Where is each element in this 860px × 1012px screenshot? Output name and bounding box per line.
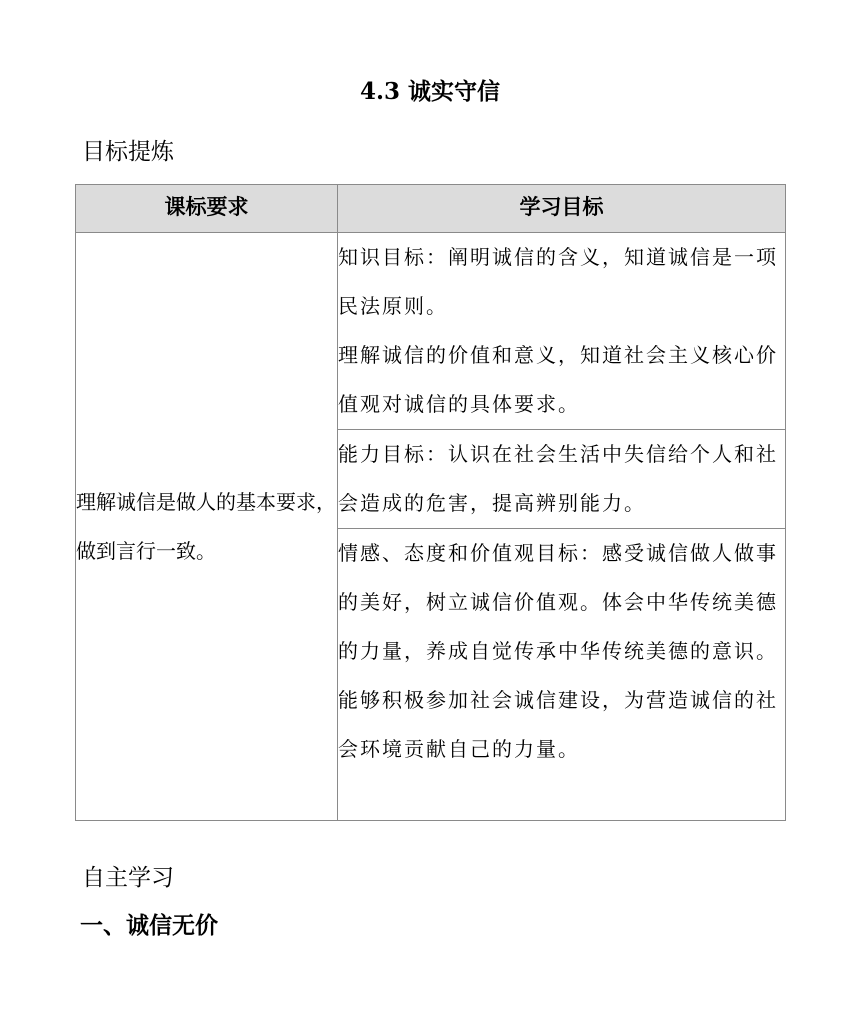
attitude-goal-cell: 情感、态度和价值观目标：感受诚信做人做事的美好，树立诚信价值观。体会中华传统美德的力量，养成自觉传承中华传统美德的意识。能够积极参加社会诚信建设，为营造诚信的社会环境贡献自己的力量。 (338, 529, 786, 821)
section-one-heading: 一、诚信无价 (80, 913, 218, 939)
header-learning-goals: 学习目标 (338, 185, 786, 233)
goal-section-heading: 目标提炼 (82, 139, 174, 165)
table-header-row (76, 185, 786, 233)
requirement-cell: 理解诚信是做人的基本要求，做到言行一致。 (76, 233, 338, 821)
header-curriculum-requirement: 课标要求 (76, 185, 338, 233)
knowledge-goal-text: 知识目标：阐明诚信的含义，知道诚信是一项民法原则。 (338, 245, 778, 318)
table-row (76, 233, 786, 430)
value-goal-text: 理解诚信的价值和意义，知道社会主义核心价值观对诚信的具体要求。 (338, 343, 778, 416)
goals-table (75, 184, 786, 821)
ability-goal-cell: 能力目标：认识在社会生活中失信给个人和社会造成的危害，提高辨别能力。 (338, 430, 786, 529)
knowledge-goal-cell (338, 233, 786, 430)
self-study-heading: 自主学习 (82, 865, 174, 891)
document-title: 4.3 诚实守信 (359, 78, 501, 105)
